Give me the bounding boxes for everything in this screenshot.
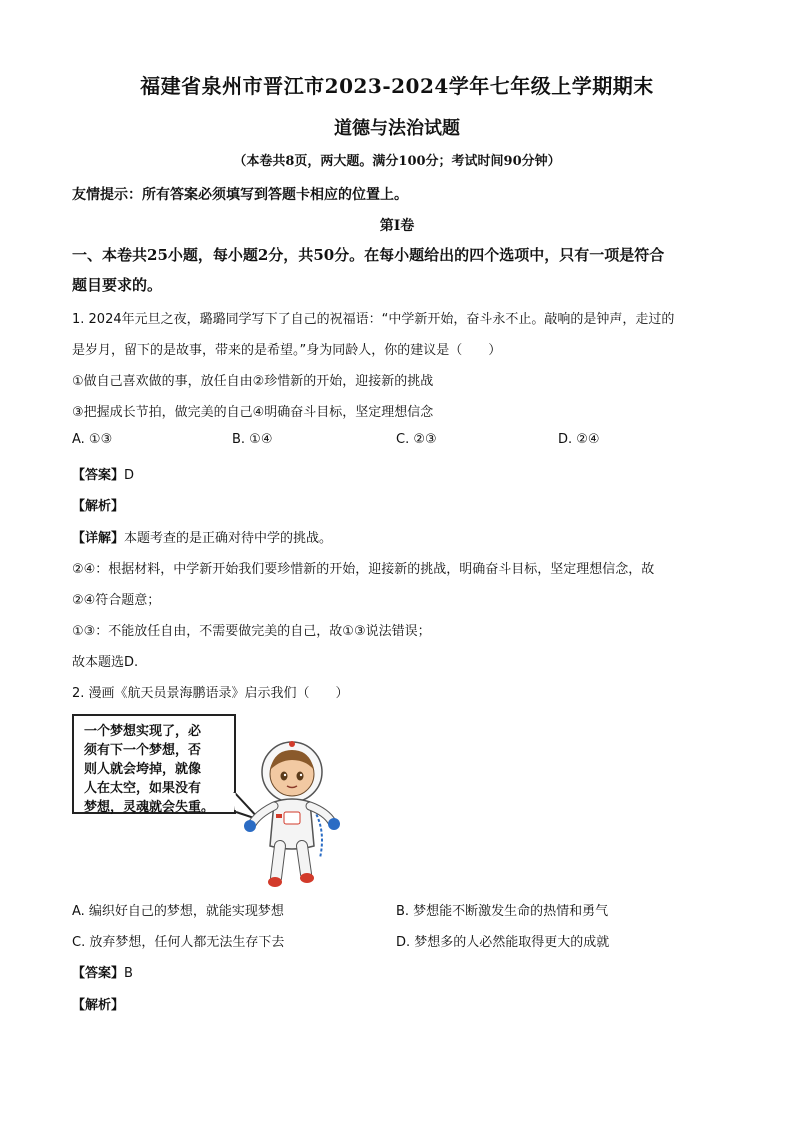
q1-statement-2: ③把握成长节拍，做完美的自己④明确奋斗目标，坚定理想信念 (72, 405, 434, 420)
q1-detail (72, 527, 332, 546)
q1-explanation-line3: ①③：不能放任自由，不需要做完美的自己，故①③说法错误； (72, 624, 431, 639)
bubble-line-2: 须有下一个梦想，否 (84, 743, 202, 758)
q1-option-d: D. ②④ (558, 432, 600, 447)
exam-note: （本卷共8页，两大题。满分100分；考试时间90分钟） (233, 154, 561, 169)
q1-stem-line2: 是岁月，留下的是故事，带来的是希望。”身为同龄人，你的建议是（ ） (72, 343, 502, 358)
analysis-tag: 【解析】 (72, 499, 125, 514)
bubble-line-5: 梦想，灵魂就会失重。 (84, 800, 215, 815)
q1-option-a: A. ①③ (72, 432, 113, 447)
q2-analysis-tag (72, 994, 124, 1013)
exam-title: 福建省泉州市晋江市2023-2024学年七年级上学期期末 (140, 74, 654, 98)
comic-speech-bubble (72, 714, 236, 814)
astronaut-illustration (240, 738, 344, 888)
q2-option-b: B. 梦想能不断激发生命的热情和勇气 (396, 904, 609, 919)
q2-option-c: C. 放弃梦想，任何人都无法生存下去 (72, 935, 285, 950)
q1-answer (72, 464, 134, 483)
q1-conclusion: 故本题选D. (72, 655, 139, 670)
q1-analysis-tag (72, 495, 124, 514)
answer-value: D (124, 468, 135, 483)
q1-option-b: B. ①④ (232, 432, 273, 447)
detail-tag: 【详解】 (72, 531, 125, 546)
section-instruction-line1: 一、本卷共25小题，每小题2分，共50分。在每小题给出的四个选项中，只有一项是符合 (72, 246, 665, 264)
analysis-tag: 【解析】 (72, 998, 125, 1013)
q1-option-c: C. ②③ (396, 432, 437, 447)
q2-option-a: A. 编织好自己的梦想，就能实现梦想 (72, 904, 284, 919)
q2-answer (72, 962, 133, 981)
volume-heading: 第Ⅰ卷 (379, 218, 415, 234)
q1-explanation-line1: ②④：根据材料，中学新开始我们要珍惜新的开始，迎接新的挑战，明确奋斗目标，坚定理想信念，故 (72, 562, 655, 577)
answer-tag: 【答案】 (72, 468, 125, 483)
q1-explanation-line2: ②④符合题意； (72, 593, 161, 608)
answer-value: B (124, 966, 133, 981)
bubble-line-4: 人在太空，如果没有 (84, 781, 202, 796)
q1-stem-line1: 1. 2024年元旦之夜，璐璐同学写下了自己的祝福语：“中学新开始，奋斗永不止。敲响的是钟声，走过的 (72, 312, 675, 327)
exam-subtitle: 道德与法治试题 (334, 118, 460, 139)
q1-statement-1: ①做自己喜欢做的事，放任自由②珍惜新的开始，迎接新的挑战 (72, 374, 434, 389)
section-instruction-line2: 题目要求的。 (72, 276, 163, 294)
answer-tag: 【答案】 (72, 966, 125, 981)
q2-stem: 2. 漫画《航天员景海鹏语录》启示我们（ ） (72, 686, 349, 701)
q2-option-d: D. 梦想多的人必然能取得更大的成就 (396, 935, 610, 950)
bubble-line-3: 则人就会垮掉，就像 (84, 762, 202, 777)
bubble-line-1: 一个梦想实现了，必 (84, 724, 202, 739)
exam-tip: 友情提示：所有答案必须填写到答题卡相应的位置上。 (72, 187, 408, 203)
detail-text: 本题考查的是正确对待中学的挑战。 (124, 531, 333, 546)
